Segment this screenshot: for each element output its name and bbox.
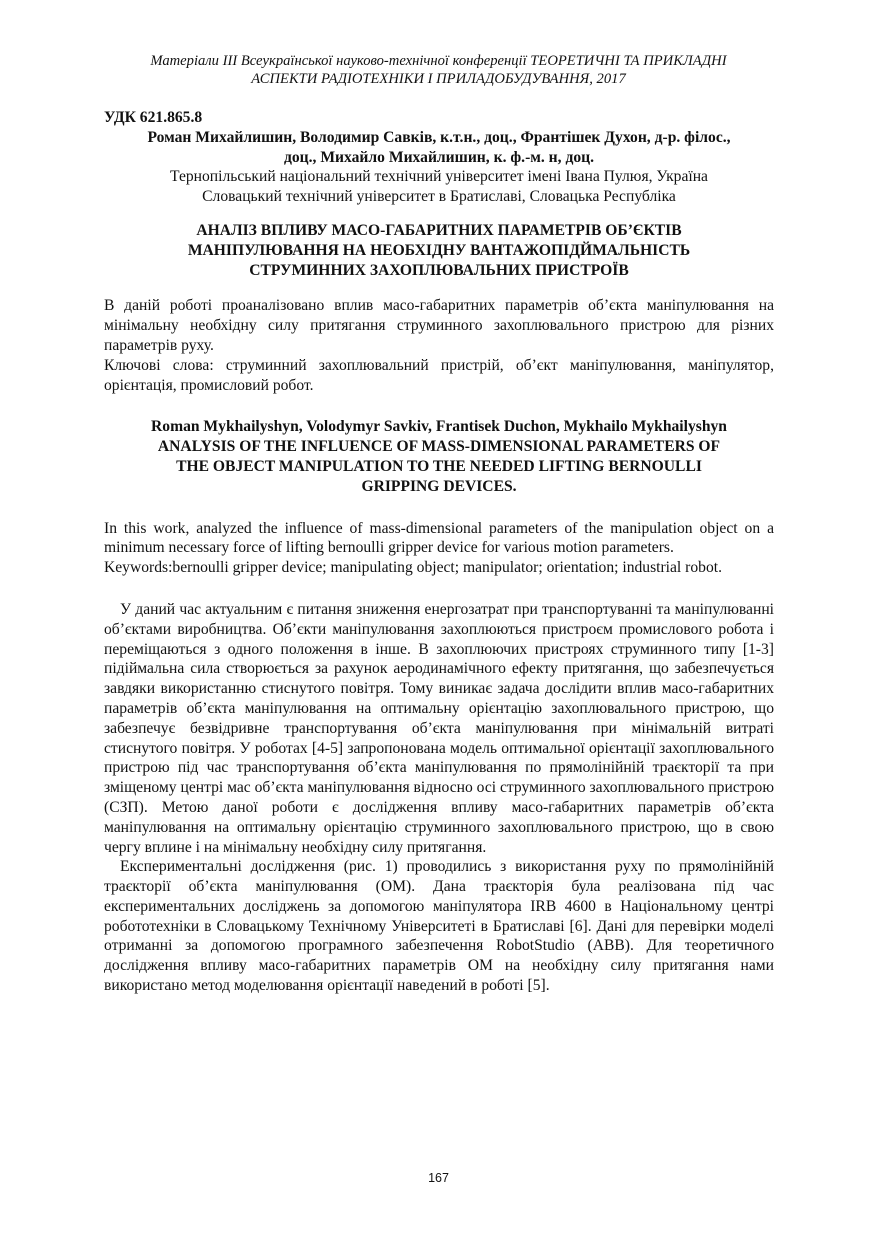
affiliation-2: Словацький технічний університет в Братиславі, Словацька Республіка — [202, 188, 676, 206]
title-en-line-3: GRIPPING DEVICES. — [361, 477, 517, 495]
title-en-line-2: THE OBJECT MANIPULATION TO THE NEEDED LIFTING BERNOULLI — [176, 457, 702, 475]
keywords-en: Keywords:bernoulli gripper device; manipulating object; manipulator; orientation; industrial robot. — [104, 559, 722, 577]
authors-ua — [104, 128, 774, 168]
conference-header-line-2: АСПЕКТИ РАДІОТЕХНІКИ І ПРИЛАДОБУДУВАННЯ, 2017 — [251, 71, 626, 87]
article-content — [104, 108, 774, 996]
authors-en: Roman Mykhailyshyn, Volodymyr Savkiv, Frantisek Duchon, Mykhailo Mykhailyshyn — [151, 418, 727, 436]
body-paragraph-2: Експериментальні дослідження (рис. 1) проводились з використання руху по прямолінійній траєкторії об’єкта маніпулювання (ОМ). Дана траєкторія була реалізована під час експериментальних досліджень за допомогою маніпулятора IRB 4600 в Національному центрі робототехніки в Словацькому Технічному Університеті в Братиславі [6]. Дані для перевірки моделі отриманні за допомогою програмного забезпечення RobotStudio (ABB). Для теоретичного дослідження впливу масо-габаритних параметрів ОМ на необхідну силу притягання нами використано метод моделювання орієнтації наведений в роботі [5]. — [104, 858, 774, 995]
title-en-line-1: ANALYSIS OF THE INFLUENCE OF MASS-DIMENSIONAL PARAMETERS OF — [157, 438, 721, 456]
affiliations — [104, 167, 774, 207]
abstract-en: In this work, analyzed the influence of mass-dimensional parameters of the manipulation object on a minimum necessary force of lifting bernoulli gripper device for various motion parameters. — [104, 519, 774, 557]
udk-code: УДК 621.865.8 — [104, 109, 203, 126]
authors-ua-line-1: Роман Михайлишин, Володимир Савків, к.т.н., доц., Франтішек Духон, д-р. філос., — [147, 128, 731, 146]
conference-header-line-1: Матеріали ІІІ Всеукраїнської науково-технічної конференції ТЕОРЕТИЧНІ ТА ПРИКЛАДНІ — [150, 53, 727, 69]
title-ua — [104, 221, 774, 280]
title-ua-line-3: СТРУМИННИХ ЗАХОПЛЮВАЛЬНИХ ПРИСТРОЇВ — [249, 261, 629, 279]
body-paragraph-1: У даний час актуальним є питання зниження енергозатрат при транспортуванні та маніпулюванні об’єктами виробництва. Об’єкти маніпулювання захоплюються пристроєм промислового робота і переміщаються з одного положення в інше. В захоплюючих пристроях струминного типу [1-3] підіймальна сила створюється за рахунок аеродинамічного ефекту притягання, що забезпечується завдяки використанню стиснутого повітря. Тому виникає задача дослідити вплив масо-габаритних параметрів об’єкта маніпулювання на оптимальну орієнтацію захоплювального пристрою, що забезпечує безвідривне транспортування об’єкта маніпулювання при мінімальній витраті стиснутого повітря. У роботах [4-5] запропонована модель оптимальної орієнтації захоплювального пристрою під час транспортування об’єкта маніпулювання по прямолінійній траєкторії та при зміщеному центрі мас об’єкта маніпулювання відносно осі струминного захоплювального пристрою (СЗП). Метою даної роботи є дослідження впливу масо-габаритних параметрів об’єкта маніпулювання на оптимальну орієнтацію струминного захоплювального пристрою, що в свою чергу вплине і на мінімальну необхідну силу притягання. — [104, 600, 774, 856]
title-ua-line-1: АНАЛІЗ ВПЛИВУ МАСО-ГАБАРИТНИХ ПАРАМЕТРІВ ОБ’ЄКТІВ — [196, 221, 682, 239]
title-en — [104, 437, 774, 496]
keywords-ua: Ключові слова: струминний захоплювальний пристрій, об’єкт маніпулювання, маніпулятор, орієнтація, промисловий робот. — [104, 356, 774, 394]
abstract-ua: В даній роботі проаналізовано вплив масо-габаритних параметрів об’єкта маніпулювання на мінімальну необхідну силу притягання струминного захоплювального пристрою для різних параметрів руху. — [104, 297, 774, 354]
page-number: 167 — [428, 1171, 449, 1185]
conference-header — [100, 52, 777, 88]
title-ua-line-2: МАНІПУЛЮВАННЯ НА НЕОБХІДНУ ВАНТАЖОПІДЙМАЛЬНІСТЬ — [187, 241, 691, 259]
authors-ua-line-2: доц., Михайло Михайлишин, к. ф.-м. н, доц. — [283, 148, 595, 166]
affiliation-1: Тернопільський національний технічний університет імені Івана Пулюя, Україна — [170, 168, 708, 186]
